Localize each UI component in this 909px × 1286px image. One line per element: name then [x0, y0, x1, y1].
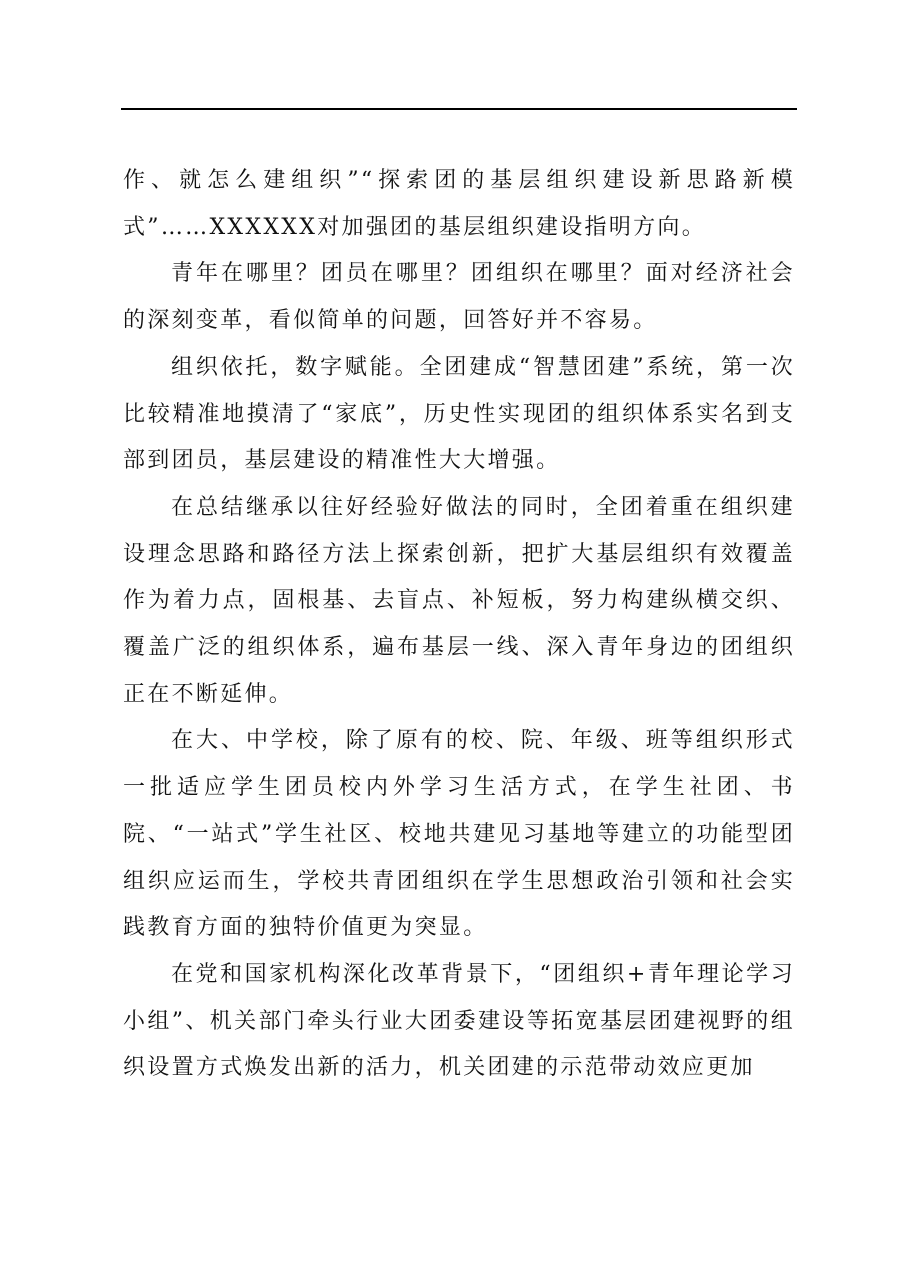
paragraph-1: 作、就怎么建组织”“探索团的基层组织建设新思路新模式”……XXXXXX对加强团的基层组织建设指明方向。 [123, 168, 795, 240]
paragraph-3: 组织依托，数字赋能。全团建成“智慧团建”系统，第一次比较精准地摸清了“家底”，历史性实现团的组织体系实名到支部到团员，基层建设的精准性大大增强。 [123, 354, 795, 474]
paragraph-6: 在党和国家机构深化改革背景下，“团组织+青年理论学习小组”、机关部门牵头行业大团委建设等拓宽基层团建视野的组织设置方式焕发出新的活力，机关团建的示范带动效应更加 [123, 961, 795, 1081]
header-rule [121, 108, 797, 110]
paragraph-2: 青年在哪里？团员在哪里？团组织在哪里？面对经济社会的深刻变革，看似简单的问题，回答好并不容易。 [123, 261, 795, 334]
paragraph-4: 在总结继承以往好经验好做法的同时，全团着重在组织建设理念思路和路径方法上探索创新，把扩大基层组织有效覆盖作为着力点，固根基、去盲点、补短板，努力构建纵横交织、覆盖广泛的组织体系，遍布基层一线、深入青年身边的团组织正在不断延伸。 [123, 494, 795, 707]
body-text [123, 158, 795, 1092]
paragraph-5: 在大、中学校，除了原有的校、院、年级、班等组织形式一批适应学生团员校内外学习生活方式，在学生社团、书院、“一站式”学生社区、校地共建见习基地等建立的功能型团组织应运而生，学校共青团组织在学生思想政治引领和社会实践教育方面的独特价值更为突显。 [123, 728, 795, 941]
